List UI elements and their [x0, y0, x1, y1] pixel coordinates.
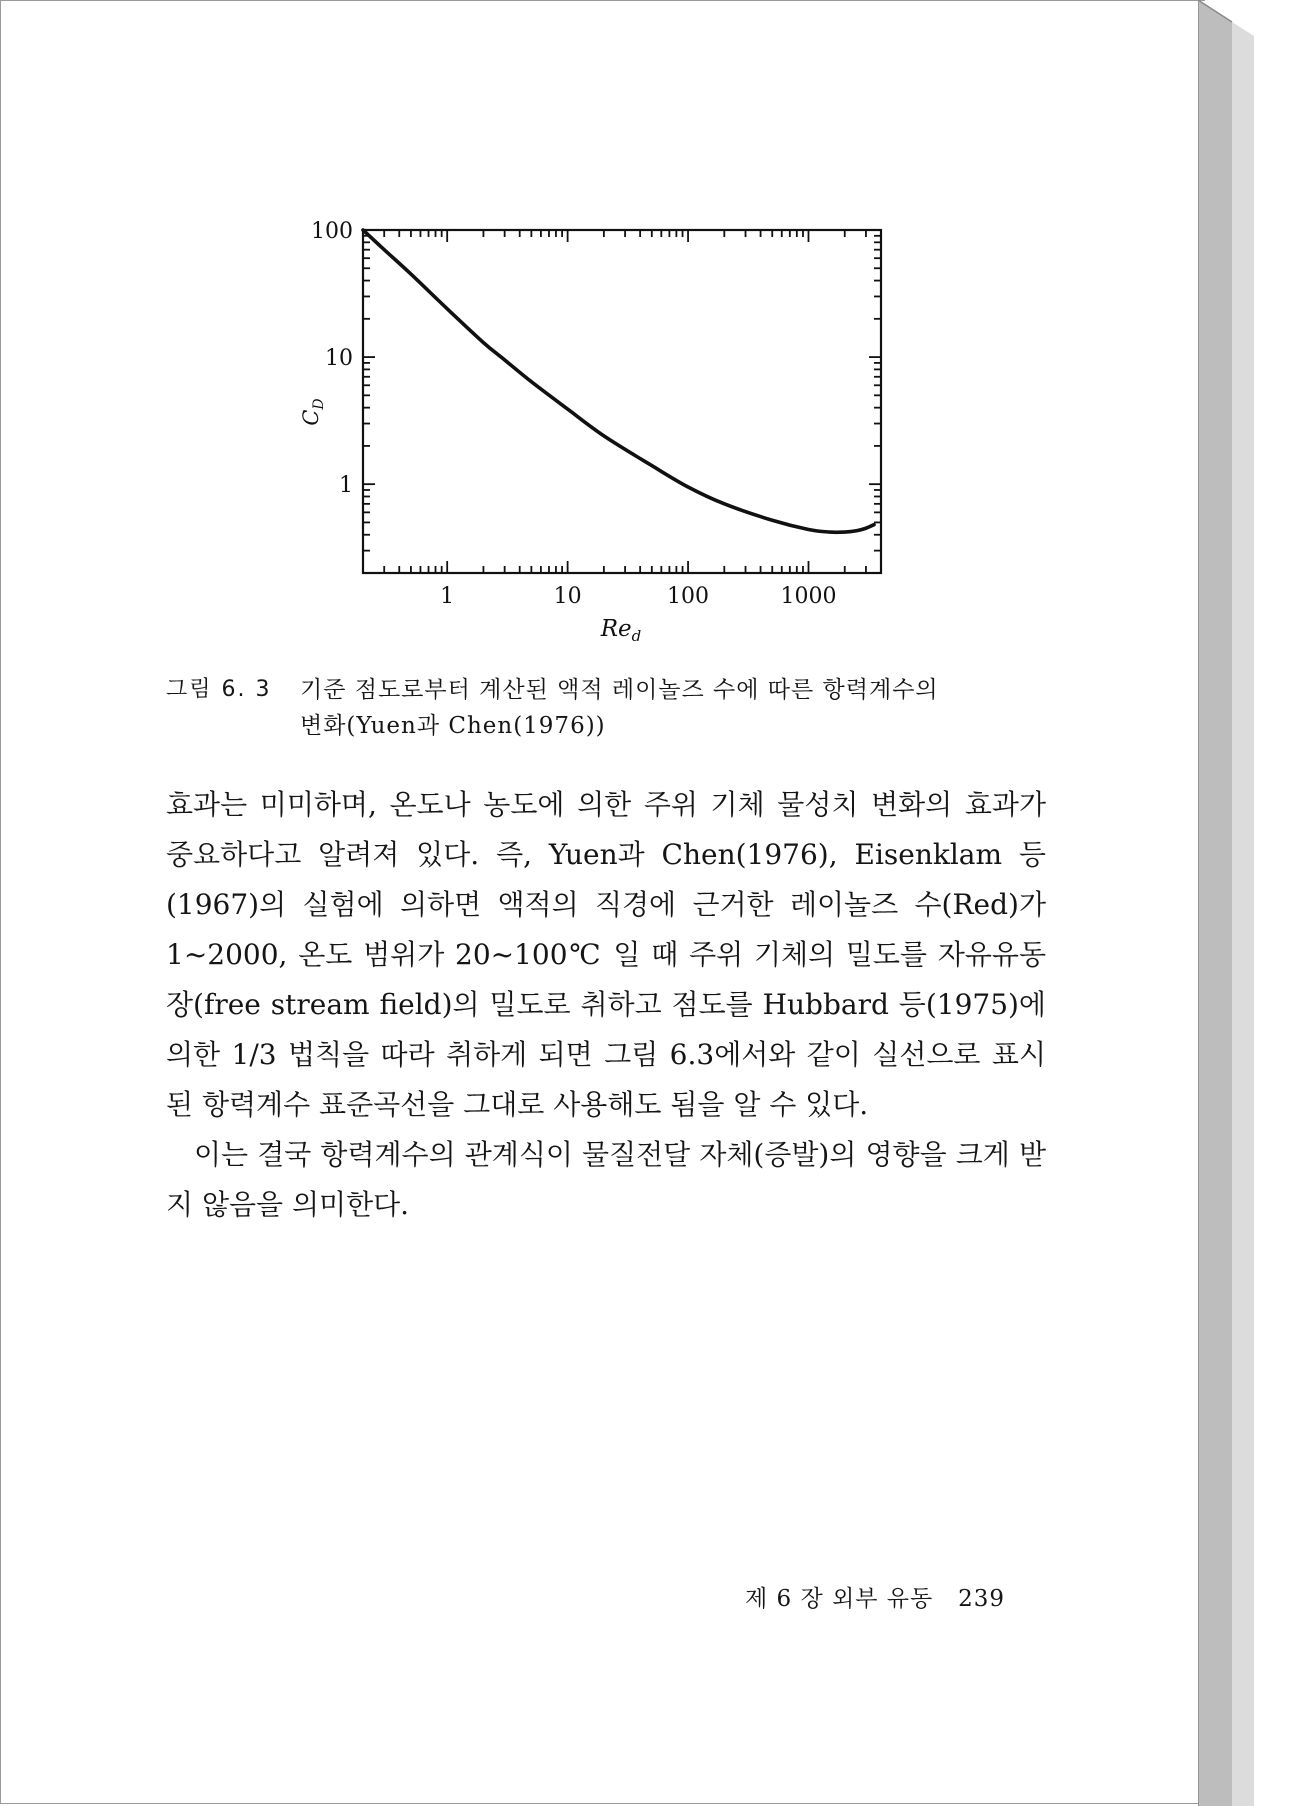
y-tick-label: 100	[311, 219, 353, 244]
drag-coefficient-curve	[363, 230, 874, 532]
paragraph-2: 이는 결국 항력계수의 관계식이 물질전달 자체(증발)의 영향을 크게 받지 않음을 의미한다.	[166, 1138, 1046, 1221]
page-edge	[1198, 0, 1254, 1806]
x-tick-label: 10	[553, 584, 582, 609]
y-tick-label: 10	[325, 346, 353, 372]
y-axis-label: $C_D$	[299, 398, 327, 426]
body-text	[166, 780, 1046, 1230]
page-footer	[745, 1580, 1005, 1613]
x-tick-label: 100	[667, 584, 710, 609]
x-tick-label: 1000	[780, 584, 837, 609]
figure-caption	[166, 672, 1066, 744]
plot-frame	[363, 230, 881, 573]
x-tick-label: 1	[440, 584, 455, 609]
chapter-title: 제 6 장 외부 유동	[745, 1586, 934, 1612]
cd-vs-re-chart	[290, 212, 910, 662]
y-tick-label: 1	[339, 473, 353, 499]
caption-line-1: 기준 점도로부터 계산된 액적 레이놀즈 수에 따른 항력계수의	[300, 677, 939, 703]
figure-label: 그림 6. 3	[166, 677, 272, 702]
paragraph-1: 효과는 미미하며, 온도나 농도에 의한 주위 기체 물성치 변화의 효과가 중요하다고 알려져 있다. 즉, Yuen과 Chen(1976), Eisenklam 등(1967)의 실험에 의하면 액적의 직경에 근거한 레이놀즈 수(Red)가 1~2000, 온도 범위가 20~100℃ 일 때 주위 기체의 밀도를 자유유동장(free stream field)의 밀도로 취하고 점도를 Hubbard 등(1975)에 의한 1/3 법칙을 따라 취하게 되면 그림 6.3에서와 같이 실선으로 표시된 항력계수 표준곡선을 그대로 사용해도 됨을 알 수 있다.	[166, 788, 1046, 1121]
page-number: 239	[958, 1586, 1006, 1612]
caption-line-2: 변화(Yuen과 Chen(1976))	[300, 713, 606, 739]
x-axis-label: $Re_d$	[600, 616, 642, 645]
